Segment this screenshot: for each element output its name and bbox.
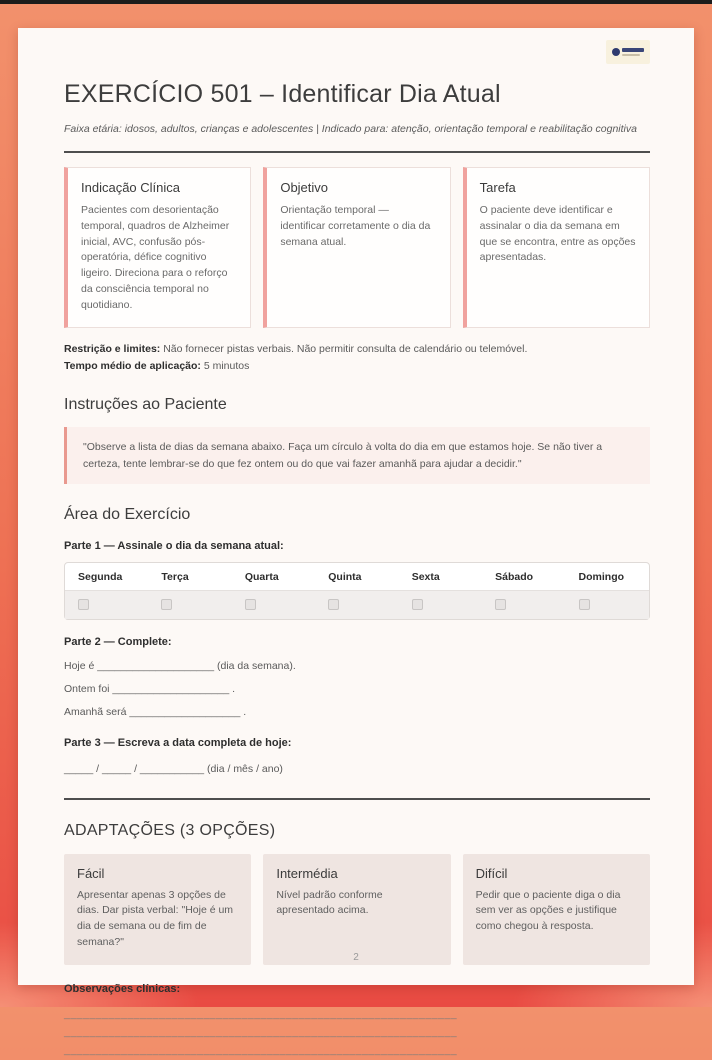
adaptation-card-facil	[64, 854, 251, 965]
part1-label: Parte 1 — Assinale o dia da semana atual:	[64, 540, 284, 553]
weekday-header: Segunda	[78, 571, 123, 584]
notes-line: ______________________________________________________________	[64, 1007, 458, 1020]
weekday-header: Quarta	[244, 571, 279, 584]
adaptation-card-dificil	[463, 854, 650, 965]
duration-line	[64, 358, 650, 374]
info-box-indicacao	[64, 167, 251, 328]
checkbox-segunda[interactable]	[78, 599, 89, 610]
info-box-row	[64, 167, 650, 328]
checkbox-domingo[interactable]	[579, 599, 590, 610]
restrictions-label: Restrição e limites:	[64, 343, 161, 356]
duration-label: Tempo médio de aplicação:	[64, 359, 201, 372]
checkbox-terca[interactable]	[161, 599, 172, 610]
weekday-table	[64, 562, 650, 620]
part3-label: Parte 3 — Escreva a data completa de hoje:	[64, 736, 292, 749]
info-box-tarefa	[463, 167, 650, 328]
adaptation-title: Fácil	[77, 865, 105, 881]
worksheet-page	[18, 28, 694, 1057]
patient-instructions-quote: "Observe a lista de dias da semana abaixo. Faça um círculo à volta do dia em que estamos hoje. Se não tiver a certeza, tente lembrar-se do que fez ontem ou do que vai fazer amanhã para ajudar a decidir."	[64, 427, 650, 485]
info-box-title: Tarefa	[479, 180, 516, 195]
weekday-header: Terça	[161, 571, 189, 584]
duration-text: 5 minutos	[200, 359, 250, 372]
brand-logo-icon	[612, 48, 620, 56]
section-heading-adaptations: ADAPTAÇÕES (3 OPÇÕES)	[64, 821, 276, 839]
page-title: EXERCÍCIO 501 – Identificar Dia Atual	[64, 80, 501, 108]
restrictions-line	[64, 341, 650, 357]
clinical-notes-lines	[64, 1005, 650, 1060]
brand-logo	[606, 40, 650, 64]
adaptation-card-row	[64, 854, 650, 965]
divider-top	[64, 151, 650, 153]
info-box-title: Indicação Clínica	[81, 180, 180, 195]
restrictions-text: Não fornecer pistas verbais. Não permitir consulta de calendário ou telemóvel.	[160, 343, 528, 356]
weekday-header: Domingo	[578, 571, 625, 584]
info-box-objetivo	[263, 167, 450, 328]
checkbox-quarta[interactable]	[245, 599, 256, 610]
brand-wordmark	[622, 48, 644, 56]
info-box-body: O paciente deve identificar e assinalar o dia da semana em que se encontra, entre as opções apresentadas.	[479, 204, 636, 264]
info-box-title: Objetivo	[280, 180, 329, 195]
adaptation-body: Nível padrão conforme apresentado acima.	[276, 888, 383, 917]
date-fill-line: _____ / _____ / ___________ (dia / mês / ano)	[64, 762, 283, 775]
info-box-body: Orientação temporal — identificar corretamente o dia da semana atual.	[280, 204, 431, 248]
divider-adaptations	[64, 798, 650, 800]
weekday-checkbox-row	[65, 590, 649, 619]
weekday-header: Quinta	[328, 571, 362, 584]
section-heading-instructions: Instruções ao Paciente	[64, 395, 227, 413]
adaptation-card-intermedia	[263, 854, 450, 965]
top-border-bar	[0, 0, 712, 4]
checkbox-sabado[interactable]	[495, 599, 506, 610]
notes-line: ______________________________________________________________	[64, 1044, 458, 1057]
adaptation-title: Difícil	[475, 865, 508, 881]
info-box-body: Pacientes com desorientação temporal, quadros de Alzheimer inicial, AVC, confusão pós-operatória, défice cognitivo ligeiro. Direciona para o reforço da consciência temporal no quotidiano.	[81, 204, 230, 311]
weekday-header-row	[65, 563, 649, 590]
fill-line-ontem: Ontem foi ____________________ .	[64, 683, 236, 696]
fill-line-amanha: Amanhã será ___________________ .	[64, 705, 247, 718]
page-number: 2	[353, 952, 359, 963]
clinical-notes-label: Observações clínicas:	[64, 982, 181, 995]
part2-label: Parte 2 — Complete:	[64, 636, 172, 649]
weekday-header: Sábado	[495, 571, 534, 584]
adaptation-title: Intermédia	[276, 865, 338, 881]
checkbox-quinta[interactable]	[328, 599, 339, 610]
page-subtitle: Faixa etária: idosos, adultos, crianças e adolescentes | Indicado para: atenção, orientação temporal e reabilitação cognitiva	[64, 123, 637, 135]
fill-line-hoje: Hoje é ____________________ (dia da semana).	[64, 660, 296, 673]
restrictions-block	[64, 341, 650, 374]
section-heading-exercise-area: Área do Exercício	[64, 506, 191, 524]
checkbox-sexta[interactable]	[412, 599, 423, 610]
adaptation-body: Apresentar apenas 3 opções de dias. Dar pista verbal: "Hoje é um dia de semana ou de fim de semana?"	[77, 888, 234, 948]
weekday-header: Sexta	[411, 571, 440, 584]
notes-line: ______________________________________________________________	[64, 1025, 458, 1038]
adaptation-body: Pedir que o paciente diga o dia sem ver as opções e justifique como chegou à resposta.	[475, 888, 621, 933]
